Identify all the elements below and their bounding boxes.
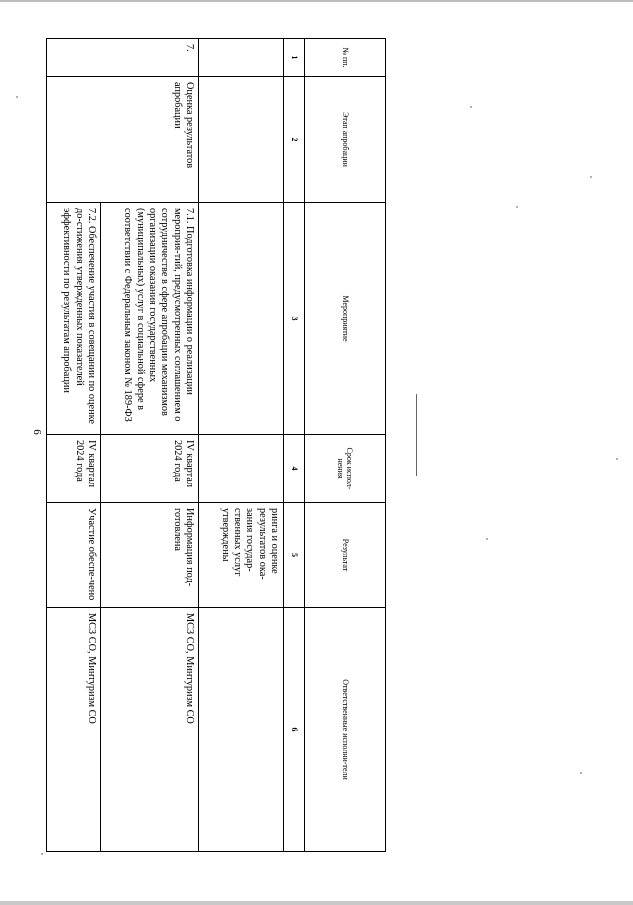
scan-edge-bottom xyxy=(0,901,633,905)
scan-speck xyxy=(41,853,43,855)
scan-speck xyxy=(16,96,18,98)
deadline-cell: IV квартал 2024 года xyxy=(101,435,199,503)
scan-speck xyxy=(516,206,518,208)
header-cell: Мероприятие xyxy=(305,203,386,435)
stage-cell: Оценка результатов апробации xyxy=(47,77,199,203)
column-number: 5 xyxy=(284,503,305,608)
cell-empty xyxy=(199,77,284,203)
cell-empty xyxy=(199,608,284,852)
column-number-row xyxy=(284,39,305,852)
header-cell: Ответственные исполни-тели xyxy=(305,608,386,852)
plan-table xyxy=(46,38,386,852)
row-number-cell: 7. xyxy=(47,39,199,77)
activity-cell: 7.2. Обеспечение участия в совещании по оценке до-стижения утвержденных показателей эффективности по результатам апробации xyxy=(47,203,101,435)
cell-empty xyxy=(199,203,284,435)
rotated-table-wrapper xyxy=(61,38,386,851)
page-number: 6 xyxy=(30,429,43,435)
header-cell: Этап апробации xyxy=(305,77,386,203)
column-number: 4 xyxy=(284,435,305,503)
column-number: 2 xyxy=(284,77,305,203)
cell-empty xyxy=(199,39,284,77)
scan-speck xyxy=(580,772,582,774)
column-number: 6 xyxy=(284,608,305,852)
scan-speck xyxy=(470,106,472,108)
column-number: 3 xyxy=(284,203,305,435)
scan-speck xyxy=(590,176,592,178)
activity-cell: 7.1. Подготовка информации о реализации мероприя-тий, предусмотренных соглашением о сотрудничестве в сфере апробации механизмов организации оказания государственных (муниципальных) услуг в социальной сфере в соответствии с Федеральным законом № 189-ФЗ xyxy=(101,203,199,435)
scan-speck xyxy=(616,458,618,460)
responsible-cell: МСЗ СО, Минтуризм СО xyxy=(101,608,199,852)
header-cell: Результат xyxy=(305,503,386,608)
column-number: 1 xyxy=(284,39,305,77)
header-row xyxy=(305,39,386,852)
result-cell: Участие обеспе-чено xyxy=(47,503,101,608)
result-cell: Информация под-готовлена xyxy=(101,503,199,608)
scan-speck xyxy=(486,538,488,540)
header-cell: № пп. xyxy=(305,39,386,77)
continuation-row xyxy=(199,39,284,852)
deadline-cell: IV квартал 2024 года xyxy=(47,435,101,503)
result-cell: ринга и оценке результатов ока-зания государ-ственных услуг утверждены xyxy=(199,503,284,608)
scan-edge-top xyxy=(0,0,633,2)
cell-empty xyxy=(199,435,284,503)
responsible-cell: МСЗ СО, Минтуризм СО xyxy=(47,608,101,852)
stamp-line xyxy=(416,394,417,476)
header-cell: Срок испол-нения xyxy=(305,435,386,503)
table-row xyxy=(101,39,199,852)
